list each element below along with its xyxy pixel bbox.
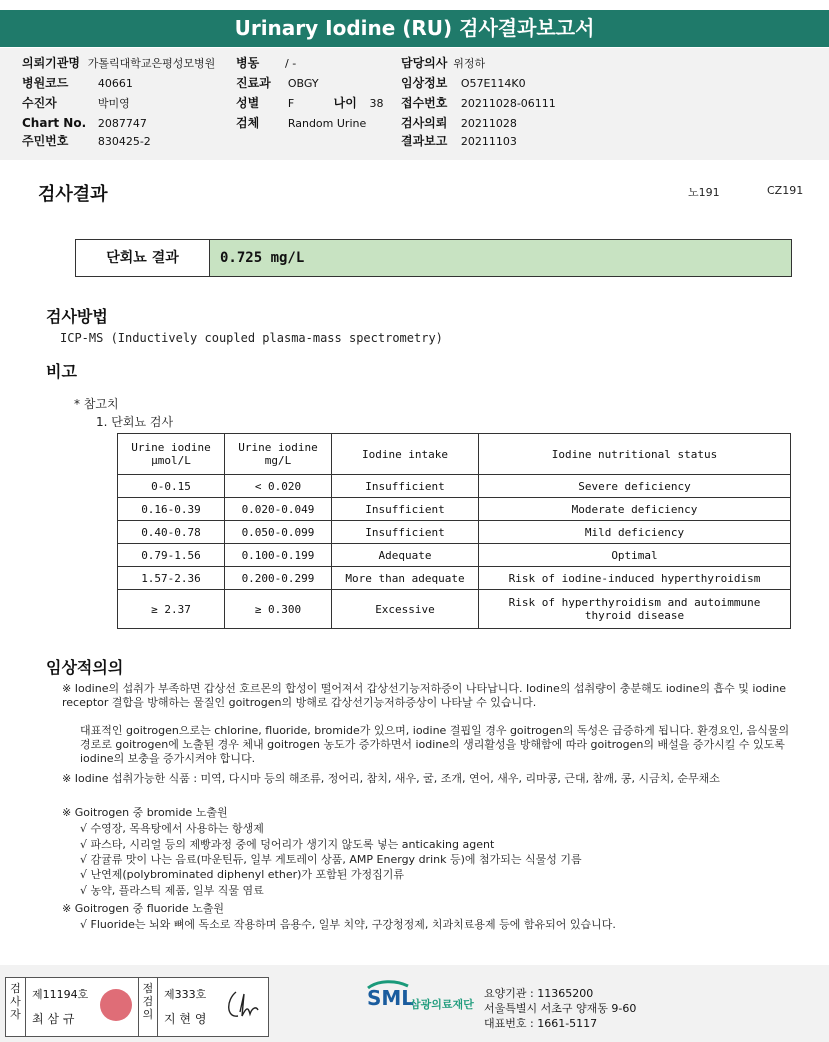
bromide-item: √ 파스타, 시리얼 등의 제빵과정 중에 덩어리가 생기지 않도록 넣는 anticaking agent — [80, 838, 495, 851]
fluoride-item: √ Fluoride는 뇌와 뼈에 독소로 작용하며 음용수, 일부 치약, 구강청정제, 치과치료용제 등에 함유되어 있습니다. — [80, 918, 616, 931]
seal-icon — [100, 989, 132, 1021]
clinical-paragraph-3: ※ Iodine 섭취가능한 식품 : 미역, 다시마 등의 해조류, 정어리, 참치, 새우, 굴, 조개, 연어, 새우, 리마콩, 근대, 참깨, 콩, 시금치, 순무채소 — [62, 772, 720, 785]
table-row — [118, 521, 791, 544]
table-cell: Severe deficiency — [479, 475, 791, 498]
result-value: 0.725 mg/L — [210, 240, 791, 276]
col-mg: Urine iodine mg/L — [225, 434, 332, 475]
table-cell: Moderate deficiency — [479, 498, 791, 521]
result-box — [75, 239, 792, 277]
table-cell: Insufficient — [332, 475, 479, 498]
checker-license: 제333호 — [164, 988, 207, 1001]
report-row — [401, 132, 517, 150]
specimen-label: 검체 — [236, 116, 260, 130]
report-title: Urinary Iodine (RU) 검사결과보고서 — [0, 10, 829, 47]
doctor-label: 담당의사 — [401, 56, 448, 70]
order-code: 노191 — [688, 186, 720, 199]
table-cell: 0.200-0.299 — [225, 567, 332, 590]
test-code: CZ191 — [767, 184, 804, 197]
patient-value: 박미영 — [97, 97, 130, 110]
patient-row — [22, 94, 130, 112]
table-cell: ≥ 2.37 — [118, 590, 225, 629]
sex-label: 성별 — [236, 96, 260, 110]
resident-row — [22, 132, 151, 150]
sml-logo: SML — [367, 986, 415, 1010]
bromide-item: √ 감귤류 맛이 나는 음료(마운틴듀, 일부 게토레이 상품, AMP Energy drink 등)에 첨가되는 식물성 기름 — [80, 853, 582, 866]
table-cell: Risk of hyperthyroidism and autoimmune thyroid disease — [479, 590, 791, 629]
age-value: 38 — [369, 97, 384, 110]
table-header-row — [118, 434, 791, 475]
bromide-item: √ 수영장, 목욕탕에서 사용하는 항생제 — [80, 822, 264, 835]
ward-label: 병동 — [236, 56, 260, 70]
table-row — [118, 544, 791, 567]
chart-row — [22, 114, 147, 132]
address: 서울특별시 서초구 양재동 9-60 — [484, 1002, 637, 1015]
receipt-value: 20211028-06111 — [460, 97, 556, 110]
bromide-title: ※ Goitrogen 중 bromide 노출원 — [62, 806, 228, 819]
checker-name: 지 현 영 — [164, 1012, 207, 1026]
checker-label: 점검의 — [138, 978, 158, 1036]
report-value: 20211103 — [460, 135, 517, 148]
results-heading: 검사결과 — [38, 184, 108, 205]
foundation-name: 삼광의료재단 — [410, 998, 474, 1011]
ward-value: / - — [285, 57, 297, 70]
logo-swoosh-icon — [366, 980, 410, 990]
doctor-row — [401, 54, 485, 72]
table-row — [118, 498, 791, 521]
patient-header — [0, 48, 829, 160]
table-cell: Excessive — [332, 590, 479, 629]
request-label: 검사의뢰 — [401, 116, 448, 130]
table-cell: 0.020-0.049 — [225, 498, 332, 521]
request-row — [401, 114, 517, 132]
sex-row — [236, 94, 383, 112]
report-label: 결과보고 — [401, 134, 448, 148]
result-label: 단회뇨 결과 — [76, 240, 210, 276]
table-cell: 0-0.15 — [118, 475, 225, 498]
reference-title: * 참고치 — [74, 397, 119, 411]
method-heading: 검사방법 — [46, 307, 108, 326]
table-cell: 0.16-0.39 — [118, 498, 225, 521]
clinical-label: 임상정보 — [401, 76, 448, 90]
table-cell: Insufficient — [332, 498, 479, 521]
patient-label: 수진자 — [22, 96, 57, 110]
specimen-value: Random Urine — [287, 117, 367, 130]
hospital-code-label: 병원코드 — [22, 76, 69, 90]
table-cell: Mild deficiency — [479, 521, 791, 544]
examiner-label: 검사자 — [6, 978, 26, 1036]
col-intake: Iodine intake — [332, 434, 479, 475]
examiner-name: 최 삼 규 — [32, 1012, 75, 1026]
request-value: 20211028 — [460, 117, 517, 130]
dept-row — [236, 74, 319, 92]
table-row — [118, 475, 791, 498]
institution-label: 의뢰기관명 — [22, 56, 80, 70]
bromide-item: √ 난연제(polybrominated diphenyl ether)가 포함된 가정집기류 — [80, 868, 405, 881]
table-cell: 0.100-0.199 — [225, 544, 332, 567]
clinical-paragraph-1: ※ Iodine의 섭취가 부족하면 갑상선 호르몬의 합성이 떨어져서 갑상선기능저하증이 나타납니다. Iodine의 섭취량이 충분해도 iodine의 흡수 및 iodine receptor 결합을 방해하는 물질인 goitrogen의 방해로 갑상선기능저하증상이 나타날 수 있습니다. — [62, 682, 786, 709]
table-row — [118, 567, 791, 590]
table-cell: More than adequate — [332, 567, 479, 590]
receipt-row — [401, 94, 556, 112]
table-row — [118, 590, 791, 629]
single-urine-title: 1. 단회뇨 검사 — [96, 415, 174, 429]
table-cell: 0.79-1.56 — [118, 544, 225, 567]
clinical-heading: 임상적의의 — [46, 658, 124, 677]
specimen-row — [236, 114, 366, 132]
institution-row — [22, 54, 215, 72]
table-cell: 0.40-0.78 — [118, 521, 225, 544]
remarks-heading: 비고 — [46, 362, 77, 381]
doctor-value: 위정하 — [453, 57, 486, 70]
clinical-row — [401, 74, 526, 92]
table-cell: Insufficient — [332, 521, 479, 544]
method-text: ICP-MS (Inductively coupled plasma-mass spectrometry) — [60, 331, 443, 345]
chart-value: 2087747 — [97, 117, 147, 130]
table-cell: Adequate — [332, 544, 479, 567]
fluoride-title: ※ Goitrogen 중 fluoride 노출원 — [62, 902, 225, 915]
table-cell: Optimal — [479, 544, 791, 567]
table-cell: 0.050-0.099 — [225, 521, 332, 544]
agency-code: 요양기관 : 11365200 — [484, 987, 594, 1000]
clinical-value: O57E114K0 — [460, 77, 526, 90]
table-cell: 1.57-2.36 — [118, 567, 225, 590]
clinical-paragraph-2: 대표적인 goitrogen으로는 chlorine, fluoride, bromide가 있으며, iodine 결핍일 경우 goitrogen의 독성은 급증하게 됩니다. 환경요인, 음식물의 경로로 goitrogen에 노출된 경우 체내 goitrogen 농도가 증가하면서 iodine의 생리활성을 방해함에 따라 goitrogen의 배설을 증가시킬 수 있도록 iodine의 보충을 증가시켜야 합니다. — [80, 724, 790, 765]
examiner-license: 제11194호 — [32, 988, 89, 1001]
col-status: Iodine nutritional status — [479, 434, 791, 475]
sex-value: F — [287, 97, 295, 110]
hospital-code-row — [22, 74, 133, 92]
resident-label: 주민번호 — [22, 134, 69, 148]
reference-table — [117, 433, 791, 629]
col-umol: Urine iodine μmol/L — [118, 434, 225, 475]
signature-block — [5, 977, 269, 1037]
dept-value: OBGY — [287, 77, 319, 90]
dept-label: 진료과 — [236, 76, 271, 90]
chart-label: Chart No. — [22, 116, 87, 130]
age-label: 나이 — [333, 96, 357, 110]
hospital-code-value: 40661 — [97, 77, 133, 90]
table-cell: ≥ 0.300 — [225, 590, 332, 629]
receipt-label: 접수번호 — [401, 96, 448, 110]
institution-value: 가톨릭대학교은평성모병원 — [87, 57, 216, 70]
resident-value: 830425-2 — [97, 135, 151, 148]
table-cell: Risk of iodine-induced hyperthyroidism — [479, 567, 791, 590]
phone: 대표번호 : 1661-5117 — [484, 1017, 598, 1030]
table-cell: < 0.020 — [225, 475, 332, 498]
bromide-item: √ 농약, 플라스틱 제품, 일부 직물 염료 — [80, 884, 264, 897]
signature-icon — [222, 988, 262, 1024]
ward-row — [236, 54, 296, 72]
